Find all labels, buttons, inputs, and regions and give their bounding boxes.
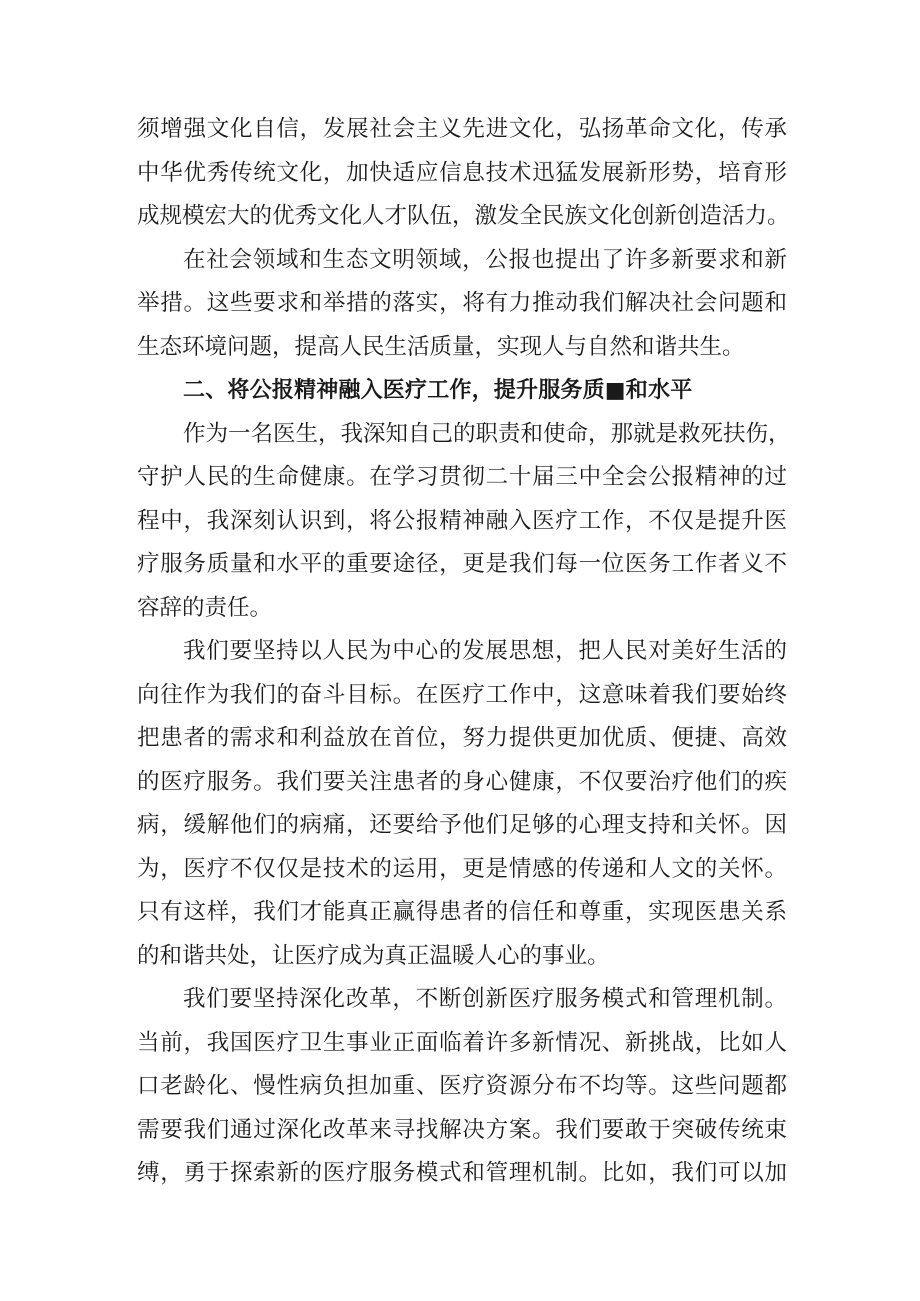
document-body bbox=[137, 108, 791, 1196]
paragraph-line: 我们要坚持以人民为中心的发展思想，把人民对美好生活的 bbox=[183, 638, 787, 664]
paragraph-line: 成规模宏大的优秀文化人才队伍，激发全民族文化创新创造活力。 bbox=[137, 203, 790, 229]
paragraph-line: 疗服务质量和水平的重要途径，更是我们每一位医务工作者义不 bbox=[137, 551, 787, 577]
paragraph-line: 当前，我国医疗卫生事业正面临着许多新情况、新挑战，比如人 bbox=[137, 1029, 787, 1056]
paragraph-line: 把患者的需求和利益放在首位，努力提供更加优质、便捷、高效 bbox=[137, 725, 787, 751]
paragraph-line: 需要我们通过深化改革来寻找解决方案。我们要敢于突破传统束 bbox=[137, 1116, 787, 1143]
heading-text: 二、将公报精神融入医疗工作，提升服务质■和水平 bbox=[183, 378, 693, 403]
paragraph bbox=[137, 108, 790, 239]
paragraph-line: 作为一名医生，我深知自己的职责和使命，那就是救死扶伤， bbox=[183, 420, 791, 447]
paragraph-line: 在社会领域和生态文明领域，公报也提出了许多新要求和新 bbox=[183, 246, 787, 273]
paragraph-line: 为，医疗不仅仅是技术的运用，更是情感的传递和人文的关怀。 bbox=[137, 855, 787, 882]
paragraph-line: 的和谐共处，让医疗成为真正温暖人心的事业。 bbox=[137, 942, 610, 969]
paragraph-line: 只有这样，我们才能真正赢得患者的信任和尊重，实现医患关系 bbox=[137, 899, 787, 925]
paragraph-line: 举措。这些要求和举措的落实，将有力推动我们解决社会问题和 bbox=[137, 290, 787, 316]
paragraph-line: 须增强文化自信，发展社会主义先进文化，弘扬革命文化，传承 bbox=[137, 116, 787, 142]
paragraph bbox=[137, 413, 791, 631]
paragraph-line: 生态环境问题，提高人民生活质量，实现人与自然和谐共生。 bbox=[137, 333, 745, 360]
paragraph-line: 守护人民的生命健康。在学习贯彻二十届三中全会公报精神的过 bbox=[137, 464, 787, 490]
paragraph-line: 中华优秀传统文化，加快适应信息技术迅猛发展新形势，培育形 bbox=[137, 159, 787, 186]
paragraph bbox=[137, 630, 787, 978]
paragraph-line: 口老龄化、慢性病负担加重、医疗资源分布不均等。这些问题都 bbox=[137, 1073, 787, 1099]
paragraph-line: 程中，我深刻认识到，将公报精神融入医疗工作，不仅是提升医 bbox=[137, 507, 787, 534]
paragraph-line: 我们要坚持深化改革，不断创新医疗服务模式和管理机制。 bbox=[183, 986, 787, 1012]
paragraph-line: 向往作为我们的奋斗目标。在医疗工作中，这意味着我们要始终 bbox=[137, 681, 787, 708]
paragraph-line: 病，缓解他们的病痛，还要给予他们足够的心理支持和关怀。因 bbox=[137, 812, 787, 838]
paragraph-line: 缚，勇于探索新的医疗服务模式和管理机制。比如，我们可以加 bbox=[137, 1160, 787, 1186]
paragraph-line: 的医疗服务。我们要关注患者的身心健康，不仅要治疗他们的疾 bbox=[137, 768, 787, 795]
paragraph bbox=[137, 978, 787, 1196]
paragraph-line: 容辞的责任。 bbox=[137, 594, 273, 621]
section-heading bbox=[137, 369, 787, 413]
paragraph bbox=[137, 239, 787, 370]
document-page bbox=[137, 108, 791, 1196]
